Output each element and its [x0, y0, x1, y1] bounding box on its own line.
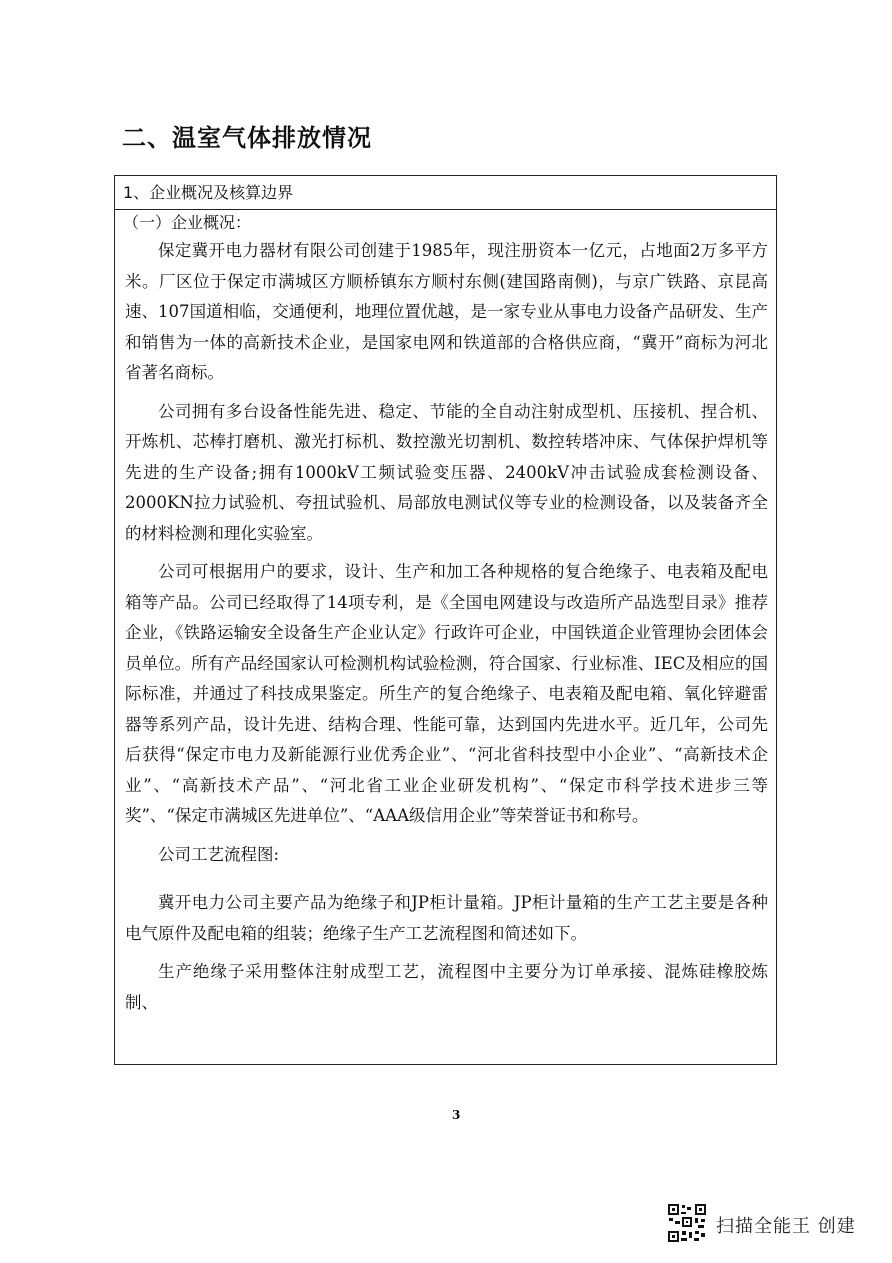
section-title: 二、温室气体排放情况: [122, 124, 372, 152]
paragraph-equipment: 公司拥有多台设备性能先进、稳定、节能的全自动注射成型机、压接机、捏合机、开炼机、芯棒打磨机、激光打标机、数控激光切割机、数控转塔冲床、气体保护焊机等先进的生产设备;拥有1000kV工频试验变压器、2400kV冲击试验成套检测设备、2000KN拉力试验机、夸扭试验机、局部放电测试仪等专业的检测设备，以及装备齐全的材料检测和理化实验室。: [125, 401, 768, 543]
page-number: 3: [452, 1108, 461, 1122]
paragraph-intro: 保定冀开电力器材有限公司创建于1985年，现注册资本一亿元，占地面2万多平方米。厂区位于保定市满城区方顺桥镇东方顺村东侧(建国路南侧)，与京广铁路、京昆高速、107国道相临，交通便利，地理位置优越，是一家专业从事电力设备产品研发、生产和销售为一体的高新技术企业，是国家电网和铁道部的合格供应商，“冀开”商标为河北省著名商标。: [125, 241, 768, 382]
box-header: 1、企业概况及核算边界: [115, 176, 776, 210]
paragraph-process: 生产绝缘子采用整体注射成型工艺，流程图中主要分为订单承接、混炼硅橡胶炼制、: [125, 962, 768, 1012]
paragraph-main-products: 冀开电力公司主要产品为绝缘子和JP柜计量箱。JP柜计量箱的生产工艺主要是各种电气原件及配电箱的组装；绝缘子生产工艺流程图和简述如下。: [125, 893, 768, 943]
content-body: [115, 236, 776, 1018]
qr-code-icon: [667, 1203, 707, 1243]
content-box: [114, 175, 777, 1065]
subhead: （一）企业概况：: [123, 213, 252, 232]
scanner-watermark: 扫描全能王 创建: [716, 1216, 856, 1237]
paragraph-flowchart-label: 公司工艺流程图:: [158, 844, 280, 864]
paragraph-products: 公司可根据用户的要求，设计、生产和加工各种规格的复合绝缘子、电表箱及配电箱等产品。公司已经取得了14项专利，是《全国电网建设与改造所产品选型目录》推荐企业，《铁路运输安全设备生产企业认定》行政许可企业，中国铁道企业管理协会团体会员单位。所有产品经国家认可检测机构试验检测，符合国家、行业标准、IEC及相应的国际标准，并通过了科技成果鉴定。所生产的复合绝缘子、电表箱及配电箱、氧化锌避雷器等系列产品，设计先进、结构合理、性能可靠，达到国内先进水平。近几年，公司先后获得“保定市电力及新能源行业优秀企业”、“河北省科技型中小企业”、“高新技术企业”、“高新技术产品”、“河北省工业企业研发机构”、“保定市科学技术进步三等奖”、“保定市满城区先进单位”、“AAA级信用企业”等荣誉证书和称号。: [125, 562, 768, 825]
